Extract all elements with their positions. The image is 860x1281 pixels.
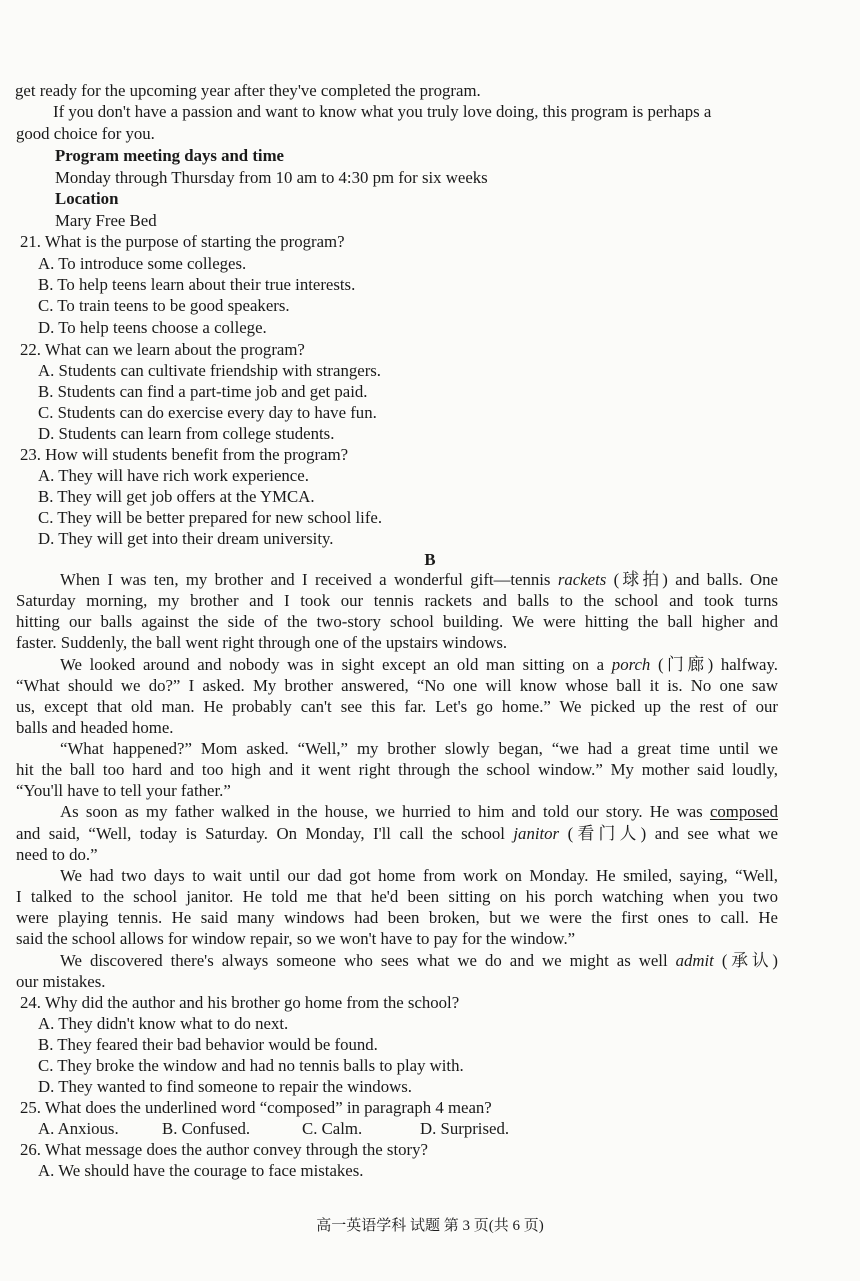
passage-p1-line-1: When I was ten, my brother and I received a wonderful gift—tennis rackets (球拍) and balls. One: [60, 570, 778, 589]
passage-p6-line-1: We discovered there's always someone who sees what we do and we might as well admit (承认): [60, 951, 778, 970]
question-23-option-c: C. They will be better prepared for new school life.: [38, 508, 383, 527]
word-porch: porch: [611, 655, 651, 674]
program-days-heading: Program meeting days and time: [55, 146, 285, 165]
passage-p4-line-1: As soon as my father walked in the house, we hurried to him and told our story. He was composed: [60, 802, 778, 821]
passage-p1-line-3: hitting our balls against the side of the two-story school building. We were hitting the ball higher and: [16, 612, 778, 631]
question-21-option-b: B. To help teens learn about their true interests.: [38, 275, 356, 294]
question-21-option-c: C. To train teens to be good speakers.: [38, 296, 290, 315]
passage-p2-line-4: balls and headed home.: [16, 718, 174, 737]
passage-p1-line-2: Saturday morning, my brother and I took our tennis rackets and balls to the school and took turns: [16, 591, 778, 610]
passage-p6-line-2: our mistakes.: [16, 972, 106, 991]
page-footer: 高一英语学科 试题 第 3 页(共 6 页): [316, 1218, 544, 1234]
question-21-option-d: D. To help teens choose a college.: [38, 318, 267, 337]
question-23-option-b: B. They will get job offers at the YMCA.: [38, 487, 315, 506]
passage-p3-line-2: hit the ball too hard and too high and it went right through the school window.” My mother said loudly,: [16, 760, 778, 779]
passage-p1-line-4: faster. Suddenly, the ball went right through one of the upstairs windows.: [16, 633, 508, 652]
passage-p5-line-4: said the school allows for window repair, so we won't have to pay for the window.”: [16, 929, 576, 948]
passage-p5-line-2: I talked to the school janitor. He told me that he'd been sitting on his porch watching when you two: [16, 887, 778, 906]
question-22-option-a: A. Students can cultivate friendship with strangers.: [38, 361, 382, 380]
question-26-stem: 26. What message does the author convey through the story?: [20, 1140, 428, 1159]
word-rackets: rackets: [557, 570, 607, 589]
passage-p3-line-1: “What happened?” Mom asked. “Well,” my brother slowly began, “we had a great time until we: [60, 739, 778, 758]
question-21-option-a: A. To introduce some colleges.: [38, 254, 247, 273]
passage-p2-line-1: We looked around and nobody was in sight except an old man sitting on a porch (门廊) halfway.: [60, 655, 778, 674]
question-25-stem: 25. What does the underlined word “composed” in paragraph 4 mean?: [20, 1098, 492, 1117]
location-heading: Location: [55, 189, 119, 208]
question-24-option-c: C. They broke the window and had no tennis balls to play with.: [38, 1056, 464, 1075]
word-admit: admit: [675, 951, 714, 970]
passage-p4-line-2: and said, “Well, today is Saturday. On Monday, I'll call the school janitor (看门人) and see what we: [16, 824, 778, 843]
question-25-option-d: D. Surprised.: [420, 1119, 510, 1138]
question-24-option-b: B. They feared their bad behavior would be found.: [38, 1035, 378, 1054]
question-24-stem: 24. Why did the author and his brother go home from the school?: [20, 993, 460, 1012]
word-janitor: janitor: [513, 824, 560, 843]
question-22-option-c: C. Students can do exercise every day to have fun.: [38, 403, 377, 422]
question-25-option-b: B. Confused.: [162, 1119, 251, 1138]
program-days-value: Monday through Thursday from 10 am to 4:30 pm for six weeks: [55, 168, 488, 187]
question-26-option-a: A. We should have the courage to face mistakes.: [38, 1161, 364, 1180]
question-25-option-a: A. Anxious.: [38, 1119, 119, 1138]
question-24-option-a: A. They didn't know what to do next.: [38, 1014, 289, 1033]
intro-paragraph-line-2: good choice for you.: [16, 124, 155, 143]
passage-p2-line-2: “What should we do?” I asked. My brother answered, “No one will know whose ball it is. No one saw: [16, 676, 778, 695]
passage-p4-line-3: need to do.”: [16, 845, 98, 864]
question-23-stem: 23. How will students benefit from the program?: [20, 445, 349, 464]
question-22-option-b: B. Students can find a part-time job and get paid.: [38, 382, 368, 401]
question-22-stem: 22. What can we learn about the program?: [20, 340, 305, 359]
question-25-option-c: C. Calm.: [302, 1119, 363, 1138]
passage-p5-line-1: We had two days to wait until our dad got home from work on Monday. He smiled, saying, “Well,: [60, 866, 778, 885]
question-24-option-d: D. They wanted to find someone to repair the windows.: [38, 1077, 412, 1096]
intro-paragraph-line-1: If you don't have a passion and want to know what you truly love doing, this program is perhaps a: [53, 102, 712, 121]
question-23-option-d: D. They will get into their dream university.: [38, 529, 334, 548]
underlined-word-composed: composed: [709, 802, 778, 821]
section-b-heading: B: [424, 550, 436, 569]
passage-p5-line-3: were playing tennis. He said many windows had been broken, but we were the first ones to call. He: [16, 908, 778, 927]
question-23-option-a: A. They will have rich work experience.: [38, 466, 309, 485]
question-21-stem: 21. What is the purpose of starting the program?: [20, 232, 345, 251]
passage-p2-line-3: us, except that old man. He probably can't see this far. Let's go home.” We picked up the rest of our: [16, 697, 778, 716]
intro-continued-line: get ready for the upcoming year after they've completed the program.: [15, 81, 481, 100]
passage-p3-line-3: “You'll have to tell your father.”: [16, 781, 231, 800]
location-value: Mary Free Bed: [55, 211, 157, 230]
question-22-option-d: D. Students can learn from college students.: [38, 424, 335, 443]
